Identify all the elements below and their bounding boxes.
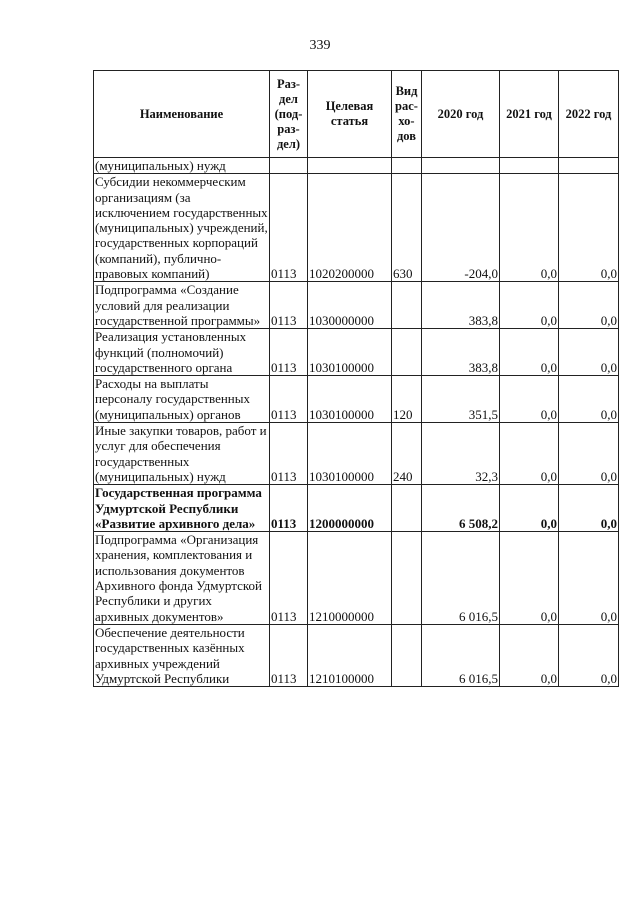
cell-target: 1210100000 [308,624,392,686]
cell-expense-type [392,532,422,625]
cell-expense-type [392,329,422,376]
cell-name: Подпрограмма «Создание условий для реализации государственной программы» [94,282,270,329]
header-expense-type: Вид рас- хо- дов [392,71,422,158]
cell-section: 0113 [270,485,308,532]
cell-2021: 0,0 [500,282,559,329]
cell-2021: 0,0 [500,485,559,532]
table-row [94,282,619,329]
cell-2020: -204,0 [422,174,500,282]
cell-2020: 6 508,2 [422,485,500,532]
cell-2020: 6 016,5 [422,624,500,686]
cell-section: 0113 [270,423,308,485]
cell-name: Государственная программа Удмуртской Республики «Развитие архивного дела» [94,485,270,532]
header-section: Раз- дел (под- раз- дел) [270,71,308,158]
cell-name: Расходы на выплаты персоналу государственных (муниципальных) органов [94,376,270,423]
cell-section: 0113 [270,174,308,282]
table-row [94,376,619,423]
table-row [94,158,619,174]
cell-target: 1030100000 [308,376,392,423]
cell-2022: 0,0 [559,532,619,625]
table-row [94,174,619,282]
cell-2022: 0,0 [559,624,619,686]
cell-name: Обеспечение деятельности государственных казённых архивных учреждений Удмуртской Республики [94,624,270,686]
cell-2021: 0,0 [500,423,559,485]
cell-section: 0113 [270,624,308,686]
cell-target: 1030100000 [308,423,392,485]
cell-2020 [422,158,500,174]
table-header-row [94,71,619,158]
page-number: 339 [309,38,331,53]
cell-2020: 32,3 [422,423,500,485]
cell-section: 0113 [270,282,308,329]
cell-expense-type [392,624,422,686]
table-row [94,329,619,376]
cell-target: 1030000000 [308,282,392,329]
cell-target: 1020200000 [308,174,392,282]
cell-expense-type: 240 [392,423,422,485]
header-2021: 2021 год [500,71,559,158]
cell-2022: 0,0 [559,174,619,282]
cell-expense-type: 120 [392,376,422,423]
cell-2022: 0,0 [559,423,619,485]
cell-2022: 0,0 [559,376,619,423]
cell-2020: 383,8 [422,329,500,376]
cell-target [308,158,392,174]
cell-target: 1030100000 [308,329,392,376]
cell-2022: 0,0 [559,485,619,532]
cell-expense-type: 630 [392,174,422,282]
table-row [94,485,619,532]
cell-target: 1200000000 [308,485,392,532]
cell-name: Реализация установленных функций (полномочий) государственного органа [94,329,270,376]
cell-expense-type [392,158,422,174]
cell-name: Подпрограмма «Организация хранения, комплектования и использования документов Архивного фонда Удмуртской Республики и других архивных документов» [94,532,270,625]
cell-2021: 0,0 [500,329,559,376]
header-2020: 2020 год [422,71,500,158]
table-row [94,624,619,686]
header-name: Наименование [94,71,270,158]
cell-target: 1210000000 [308,532,392,625]
cell-2021: 0,0 [500,532,559,625]
cell-2021: 0,0 [500,624,559,686]
cell-2020: 6 016,5 [422,532,500,625]
cell-section: 0113 [270,329,308,376]
cell-2021: 0,0 [500,376,559,423]
cell-2021: 0,0 [500,174,559,282]
cell-2020: 383,8 [422,282,500,329]
cell-2022 [559,158,619,174]
budget-table [93,70,619,687]
cell-2022: 0,0 [559,329,619,376]
cell-2022: 0,0 [559,282,619,329]
cell-section [270,158,308,174]
header-target: Целевая статья [308,71,392,158]
table-row [94,532,619,625]
cell-expense-type [392,282,422,329]
cell-2021 [500,158,559,174]
cell-section: 0113 [270,376,308,423]
cell-section: 0113 [270,532,308,625]
header-2022: 2022 год [559,71,619,158]
table-row [94,423,619,485]
cell-expense-type [392,485,422,532]
cell-name: Иные закупки товаров, работ и услуг для обеспечения государственных (муниципальных) нужд [94,423,270,485]
cell-name: Субсидии некоммерческим организациям (за исключением государственных (муниципальных) учреждений, государственных корпораций (компаний), публично-правовых компаний) [95,174,268,282]
cell-name: (муниципальных) нужд [94,158,270,174]
cell-2020: 351,5 [422,376,500,423]
